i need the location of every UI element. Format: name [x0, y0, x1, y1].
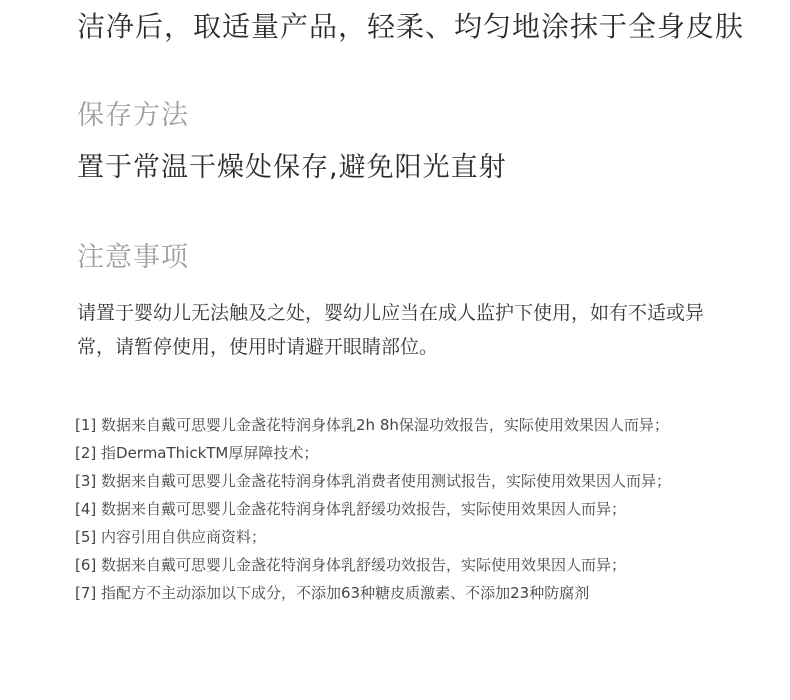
storage-heading: 保存方法	[77, 100, 189, 131]
caution-heading: 注意事项	[77, 242, 189, 273]
caution-text: 请置于婴幼儿无法触及之处，婴幼儿应当在成人监护下使用，如有不适或异常，请暂停使用，使用时请避开眼睛部位。	[77, 302, 705, 358]
footnote-2: [2] 指DermaThickTM厚屏障技术；	[75, 444, 319, 462]
footnote-4: [4] 数据来自戴可思婴儿金盏花特润身体乳舒缓功效报告，实际使用效果因人而异；	[75, 500, 627, 518]
footnotes-list	[75, 411, 750, 607]
footnote-5: [5] 内容引用自供应商资料；	[75, 528, 267, 546]
usage-instructions: 洁净后，取适量产品，轻柔、均匀地涂抹于全身皮肤	[77, 10, 745, 43]
storage-text: 置于常温干燥处保存,避免阳光直射	[77, 152, 507, 183]
footnote-1: [1] 数据来自戴可思婴儿金盏花特润身体乳2h 8h保湿功效报告，实际使用效果因人而异；	[75, 416, 669, 434]
footnote-7: [7] 指配方不主动添加以下成分，不添加63种糖皮质激素、不添加23种防腐剂	[75, 584, 590, 602]
footnote-6: [6] 数据来自戴可思婴儿金盏花特润身体乳舒缓功效报告，实际使用效果因人而异；	[75, 556, 627, 574]
footnote-3: [3] 数据来自戴可思婴儿金盏花特润身体乳消费者使用测试报告，实际使用效果因人而异；	[75, 472, 672, 490]
